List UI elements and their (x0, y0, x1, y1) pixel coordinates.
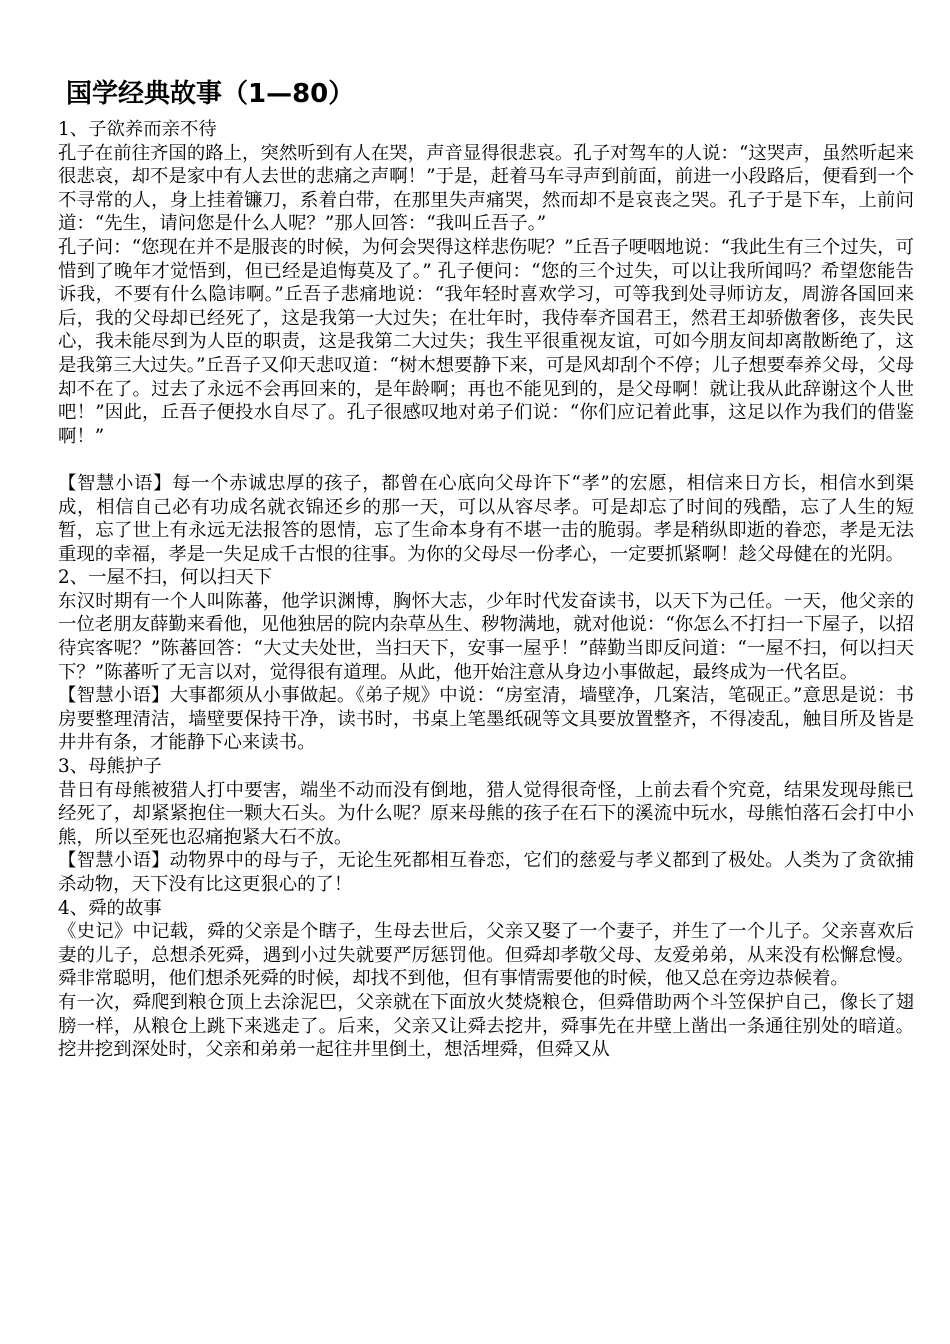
section-1-wisdom: 【智慧小语】每一个赤诚忠厚的孩子，都曾在心底向父母许下“孝”的宏愿，相信来日方长，相信水到渠成，相信自己必有功成名就衣锦还乡的那一天，可以从容尽孝。可是却忘了时间的残酷，忘了人生的短暂，忘了世上有永远无法报答的恩情，忘了生命本身有不堪一击的脆弱。孝是稍纵即逝的眷恋，孝是无法重现的幸福，孝是一失足成千古恨的往事。为你的父母尽一份孝心，一定要抓紧啊！趁父母健在的光阴。 (58, 472, 914, 565)
section-2-wisdom: 【智慧小语】大事都须从小事做起。《弟子规》中说：“房室清，墙壁净，几案洁，笔砚正。”意思是说：书房要整理清洁，墙壁要保持干净，读书时，书桌上笔墨纸砚等文具要放置整齐，不得凌乱，触目所及皆是井井有条，才能静下心来读书。 (58, 685, 914, 754)
section-4-paragraph-2: 有一次，舜爬到粮仓顶上去涂泥巴，父亲就在下面放火焚烧粮仓，但舜借助两个斗笠保护自己，像长了翅膀一样，从粮仓上跳下来逃走了。后来，父亲又让舜去挖井，舜事先在井壁上凿出一条通往别处的暗道。挖井挖到深处时，父亲和弟弟一起往井里倒土，想活埋舜，但舜又从 (58, 991, 914, 1061)
document-title: 国学经典故事（1—80） (66, 79, 355, 109)
section-2-heading: 2、一屋不扫，何以扫天下 (58, 567, 272, 589)
section-2-paragraph-1: 东汉时期有一个人叫陈蕃，他学识渊博，胸怀大志，少年时代发奋读书，以天下为己任。一天，他父亲的一位老朋友薛勤来看他，见他独居的院内杂草丛生、秽物满地，就对他说：“你怎么不打扫一下屋子，以招待宾客呢？”陈蕃回答：“大丈夫处世，当扫天下，安事一屋乎！”薛勤当即反问道：“一屋不扫，何以扫天下？”陈蕃听了无言以对，觉得很有道理。从此，他开始注意从身边小事做起，最终成为一代名臣。 (58, 590, 914, 683)
section-1-heading: 1、子欲养而亲不待 (58, 119, 217, 140)
section-3-wisdom: 【智慧小语】动物界中的母与子，无论生死都相互眷恋，它们的慈爱与孝义都到了极处。人类为了贪欲捕杀动物，天下没有比这更狠心的了！ (58, 850, 914, 895)
document-body (58, 118, 914, 1062)
section-4-heading: 4、舜的故事 (58, 897, 162, 919)
section-4-paragraph-1: 《史记》中记载，舜的父亲是个瞎子，生母去世后，父亲又娶了一个妻子，并生了一个儿子。父亲喜欢后妻的儿子，总想杀死舜，遇到小过失就要严厉惩罚他。但舜却孝敬父母、友爱弟弟，从来没有松懈怠慢。舜非常聪明，他们想杀死舜的时候，却找不到他，但有事情需要他的时候，他又总在旁边恭候着。 (58, 921, 914, 990)
section-1-paragraph-1: 孔子在前往齐国的路上，突然听到有人在哭，声音显得很悲哀。孔子对驾车的人说：“这哭声，虽然听起来很悲哀，却不是家中有人去世的悲痛之声啊！”于是，赶着马车寻声到前面，前进一小段路后，便看到一个不寻常的人，身上挂着镰刀，系着白带，在那里失声痛哭，然而却不是哀丧之哭。孔子于是下车，上前问道：“先生，请问您是什么人呢？”那人回答：“我叫丘吾子。” (58, 142, 914, 235)
section-1-paragraph-2: 孔子问：“您现在并不是服丧的时候，为何会哭得这样悲伤呢？”丘吾子哽咽地说：“我此生有三个过失，可惜到了晚年才觉悟到，但已经是追悔莫及了。” 孔子便问：“您的三个过失，可以让我所闻吗？希望您能告诉我，不要有什么隐讳啊。”丘吾子悲痛地说：“我年轻时喜欢学习，可等我到处寻师访友，周游各国回来后，我的父母却已经死了，这是我第一大过失；在壮年时，我侍奉齐国君王，然君王却骄傲奢侈，丧失民心，我未能尽到为人臣的职责，这是我第二大过失；我生平很重视友谊，可如今朋友间却离散断绝了，这是我第三大过失。”丘吾子又仰天悲叹道：“树木想要静下来，可是风却刮个不停；儿子想要奉养父母，父母却不在了。过去了永远不会再回来的，是年龄啊；再也不能见到的，是父母啊！就让我从此辞谢这个人世吧！”因此，丘吾子便投水自尽了。孔子很感叹地对弟子们说：“你们应记着此事，这足以作为我们的借鉴啊！” (58, 236, 914, 447)
section-3-heading: 3、母熊护子 (58, 756, 162, 778)
section-3-paragraph-1: 昔日有母熊被猎人打中要害，端坐不动而没有倒地，猎人觉得很奇怪，上前去看个究竟，结果发现母熊已经死了，却紧紧抱住一颗大石头。为什么呢？原来母熊的孩子在石下的溪流中玩水，母熊怕落石会打中小熊，所以至死也忍痛抱紧大石不放。 (58, 779, 914, 848)
blank-line (58, 448, 914, 472)
